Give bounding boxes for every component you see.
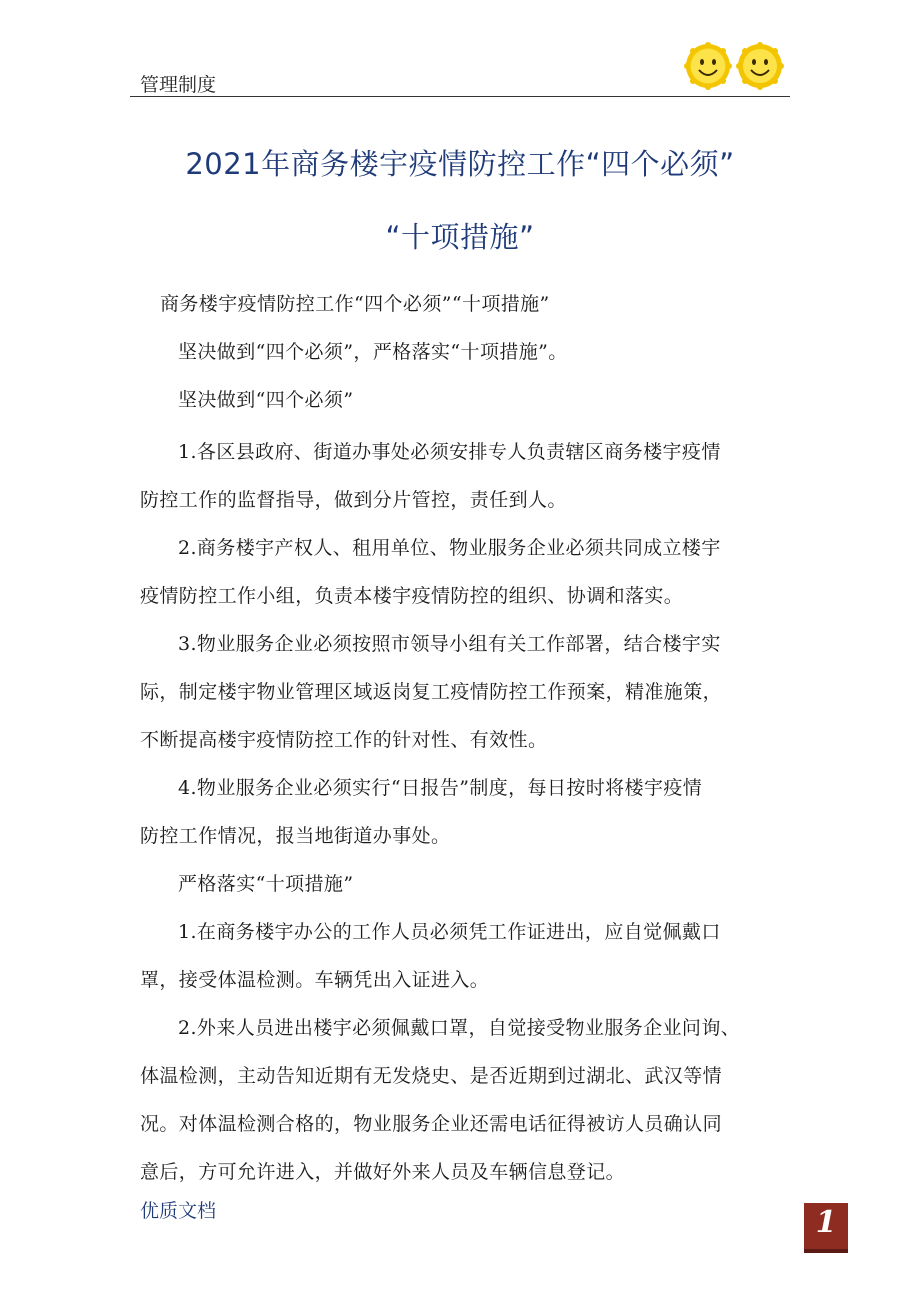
paragraph-must-2: [140, 524, 790, 620]
text-line: 2.商务楼宇产权人、租用单位、物业服务企业必须共同成立楼宇: [178, 537, 721, 559]
text-line: 防控工作情况，报当地街道办事处。: [140, 825, 451, 847]
paragraph-measure-1: [140, 908, 790, 1004]
text-line: 1.在商务楼宇办公的工作人员必须凭工作证进出，应自觉佩戴口: [178, 921, 721, 943]
text-line: 坚决做到“四个必须”，严格落实“十项措施”。: [178, 341, 568, 363]
document-title-line-2: “十项措施”: [385, 220, 535, 254]
text-line: 不断提高楼宇疫情防控工作的针对性、有效性。: [140, 729, 548, 751]
header-rule: [130, 96, 790, 97]
page-number-badge: [804, 1203, 848, 1253]
paragraph-must-1: [140, 428, 790, 524]
paragraph-measure-2: [140, 1004, 790, 1196]
text-line: 1.各区县政府、街道办事处必须安排专人负责辖区商务楼宇疫情: [178, 441, 721, 463]
smiley-face-icon: [684, 42, 732, 90]
page-number: 1: [815, 1205, 837, 1240]
paragraph-must-4: [140, 764, 790, 860]
smiley-face-icon: [736, 42, 784, 90]
section-heading-four-musts: [140, 376, 790, 424]
header-smileys: [684, 42, 784, 90]
text-line: 商务楼宇疫情防控工作“四个必须”“十项措施”: [160, 293, 550, 315]
header-label: 管理制度: [140, 74, 217, 96]
text-line: 2.外来人员进出楼宇必须佩戴口罩，自觉接受物业服务企业问询、: [178, 1017, 741, 1039]
text-line: 3.物业服务企业必须按照市领导小组有关工作部署，结合楼宇实: [178, 633, 721, 655]
text-line: 际，制定楼宇物业管理区域返岗复工疫情防控工作预案，精准施策，: [140, 681, 723, 703]
text-line: 坚决做到“四个必须”: [178, 389, 354, 411]
text-line: 严格落实“十项措施”: [178, 873, 354, 895]
text-line: 罩，接受体温检测。车辆凭出入证进入。: [140, 969, 490, 991]
text-line: 疫情防控工作小组，负责本楼宇疫情防控的组织、协调和落实。: [140, 585, 684, 607]
paragraph-must-3: [140, 620, 790, 764]
footer-label: 优质文档: [140, 1200, 217, 1222]
section-heading-ten-measures: [140, 860, 790, 908]
text-line: 况。对体温检测合格的，物业服务企业还需电话征得被访人员确认同: [140, 1113, 723, 1135]
text-line: 体温检测，主动告知近期有无发烧史、是否近期到过湖北、武汉等情: [140, 1065, 723, 1087]
document-title-line-1: 2021年商务楼宇疫情防控工作“四个必须”: [185, 147, 735, 181]
text-line: 防控工作的监督指导，做到分片管控，责任到人。: [140, 489, 567, 511]
paragraph-intro: [140, 328, 790, 376]
text-line: 4.物业服务企业必须实行“日报告”制度，每日按时将楼宇疫情: [178, 777, 703, 799]
text-line: 意后，方可允许进入，并做好外来人员及车辆信息登记。: [140, 1161, 626, 1183]
paragraph-subtitle: [160, 280, 810, 328]
